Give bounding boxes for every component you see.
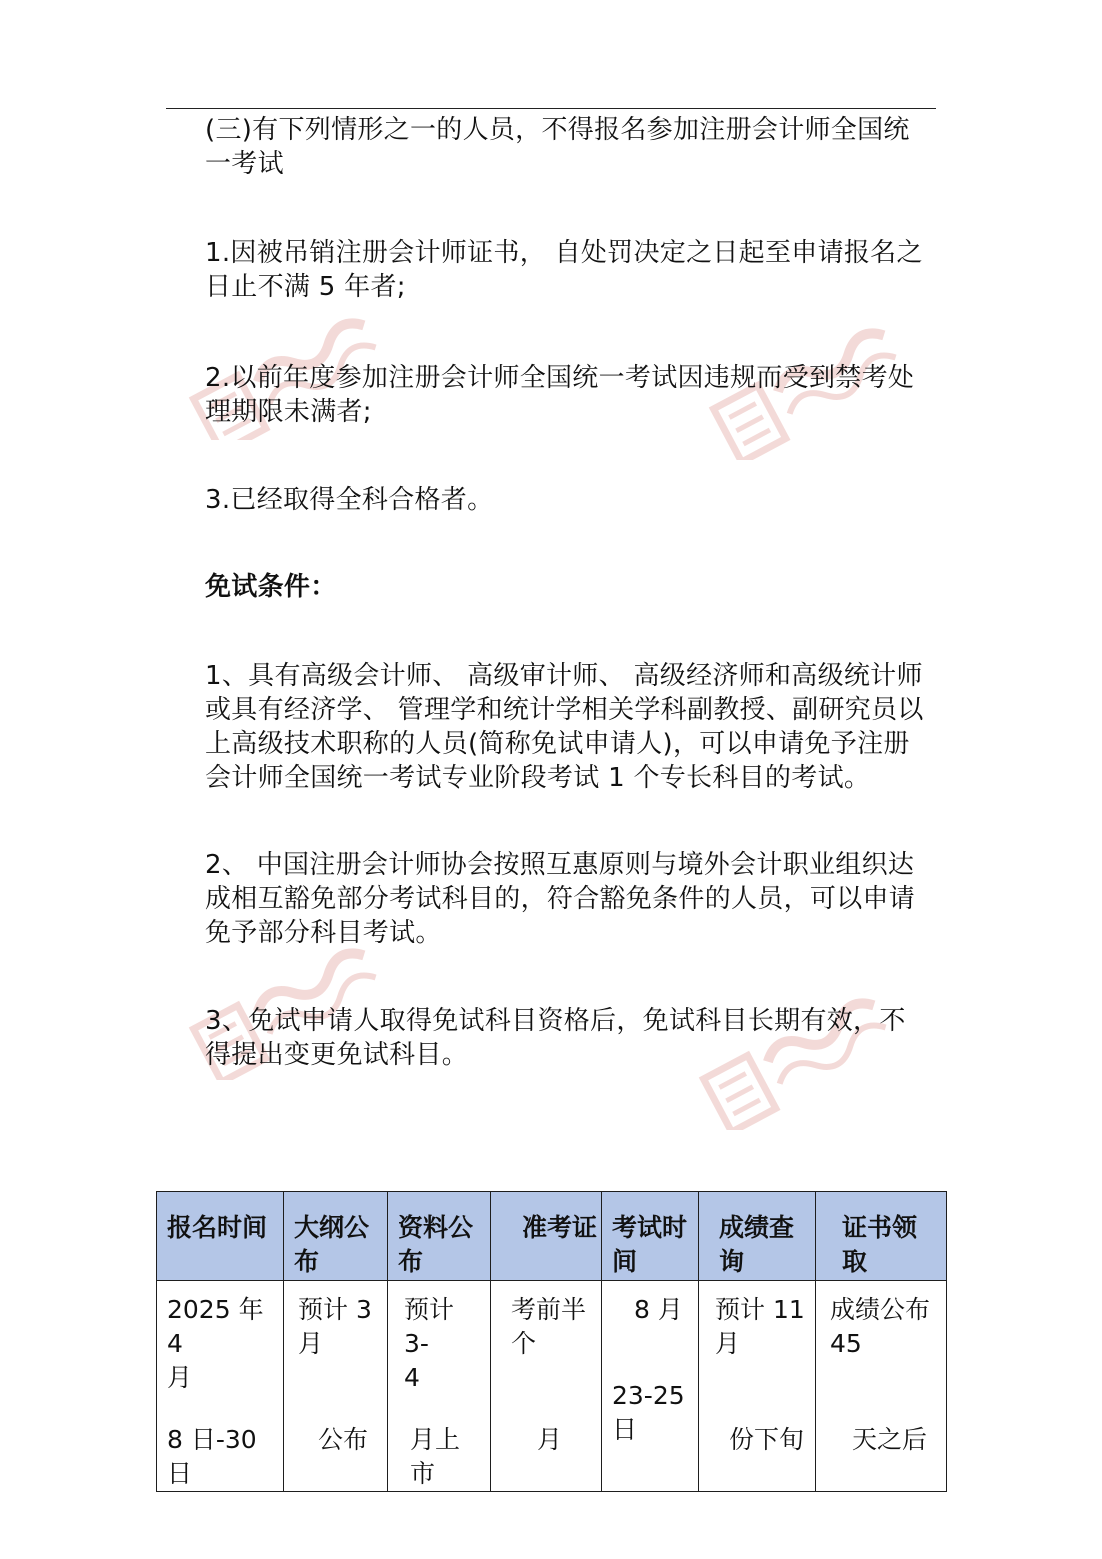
- ineligibility-intro: (三)有下列情形之一的人员，不得报名参加注册会计师全国统 一考试: [205, 115, 910, 179]
- table-header-cell: 准考证: [491, 1192, 602, 1281]
- exemption-heading: 免试条件：: [205, 572, 337, 602]
- table-header-cell: 资料公 布: [388, 1192, 491, 1281]
- table-cell: 考前半 个 月: [491, 1281, 602, 1492]
- table-cell: 预计 3 月 公布: [284, 1281, 388, 1492]
- exemption-item-1: 1、具有高级会计师、 高级审计师、 高级经济师和高级统计师 或具有经济学、 管理学和统计学相关学科副教授、副研究员以 上高级技术职称的人员(简称免试申请人)，可以申请免予注册 会计师全国统一考试专业阶段考试 1 个专长科目的考试。: [205, 661, 924, 793]
- table-cell: 2025 年 4 月 8 日-30 日: [157, 1281, 284, 1492]
- ineligibility-item-2: 2.以前年度参加注册会计师全国统一考试因违规而受到禁考处 理期限未满者;: [205, 363, 915, 427]
- exemption-item-3: 3、免试申请人取得免试科目资格后，免试科目长期有效，不 得提出变更免试科目。: [205, 1006, 906, 1070]
- table-header-cell: 证书领 取: [816, 1192, 947, 1281]
- table-cell: 预计 11 月 份下旬: [699, 1281, 816, 1492]
- ineligibility-item-1: 1.因被吊销注册会计师证书， 自处罚决定之日起至申请报名之 日止不满 5 年者;: [205, 238, 923, 302]
- table-header-cell: 成绩查 询: [699, 1192, 816, 1281]
- table-cell: 8 月 23-25 日: [602, 1281, 699, 1492]
- table-row: [157, 1281, 947, 1492]
- top-rule: [166, 108, 936, 109]
- table-header-cell: 大纲公 布: [284, 1192, 388, 1281]
- table-header-row: [157, 1192, 947, 1281]
- table-header-cell: 考试时 间: [602, 1192, 699, 1281]
- table-cell: 预计 3- 4 月上 市: [388, 1281, 491, 1492]
- exam-schedule-table: [156, 1191, 947, 1492]
- table-cell: 成绩公布 45 天之后: [816, 1281, 947, 1492]
- ineligibility-item-3: 3.已经取得全科合格者。: [205, 485, 494, 515]
- table-header-cell: 报名时间: [157, 1192, 284, 1281]
- exemption-item-2: 2、 中国注册会计师协会按照互惠原则与境外会计职业组织达 成相互豁免部分考试科目的，符合豁免条件的人员，可以申请 免予部分科目考试。: [205, 850, 916, 948]
